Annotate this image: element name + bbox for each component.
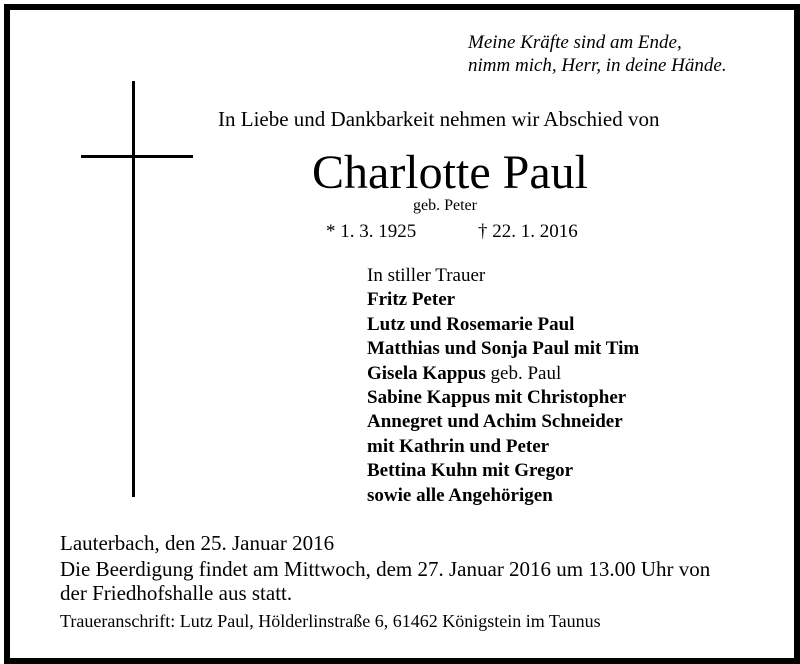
mourning-address: Traueranschrift: Lutz Paul, Hölderlinstraße 6, 61462 Königstein im Taunus [60,611,601,631]
intro-text: In Liebe und Dankbarkeit nehmen wir Abschied von [218,107,660,131]
cross-icon-bar [81,155,193,158]
list-item: Fritz Peter [367,289,456,311]
place-and-date: Lauterbach, den 25. Januar 2016 [60,531,335,555]
motto-line-1: Meine Kräfte sind am Ende, [468,32,682,53]
funeral-line-2: der Friedhofshalle aus statt. [60,581,293,605]
deceased-name: Charlotte Paul [312,146,588,199]
list-item: Gisela Kappus geb. Paul [367,362,562,384]
death-date: † 22. 1. 2016 [478,221,578,242]
list-item: Lutz und Rosemarie Paul [367,313,575,335]
list-item: mit Kathrin und Peter [367,435,550,457]
mourners-heading: In stiller Trauer [367,265,486,286]
motto-verse [468,31,727,77]
list-item: Sabine Kappus mit Christopher [367,387,627,409]
list-item: Matthias und Sonja Paul mit Tim [367,338,640,360]
list-item: Bettina Kuhn mit Gregor [367,460,574,482]
maiden-name: geb. Peter [413,197,477,214]
mourners-list [367,264,639,508]
list-item: sowie alle Angehörigen [367,484,553,506]
motto-line-2: nimm mich, Herr, in deine Hände. [468,55,727,76]
birth-date: * 1. 3. 1925 [326,221,417,242]
list-item: Annegret und Achim Schneider [367,411,623,433]
cross-icon [132,81,135,497]
funeral-info [60,557,710,605]
funeral-line-1: Die Beerdigung findet am Mittwoch, dem 27. Januar 2016 um 13.00 Uhr von [60,557,711,581]
